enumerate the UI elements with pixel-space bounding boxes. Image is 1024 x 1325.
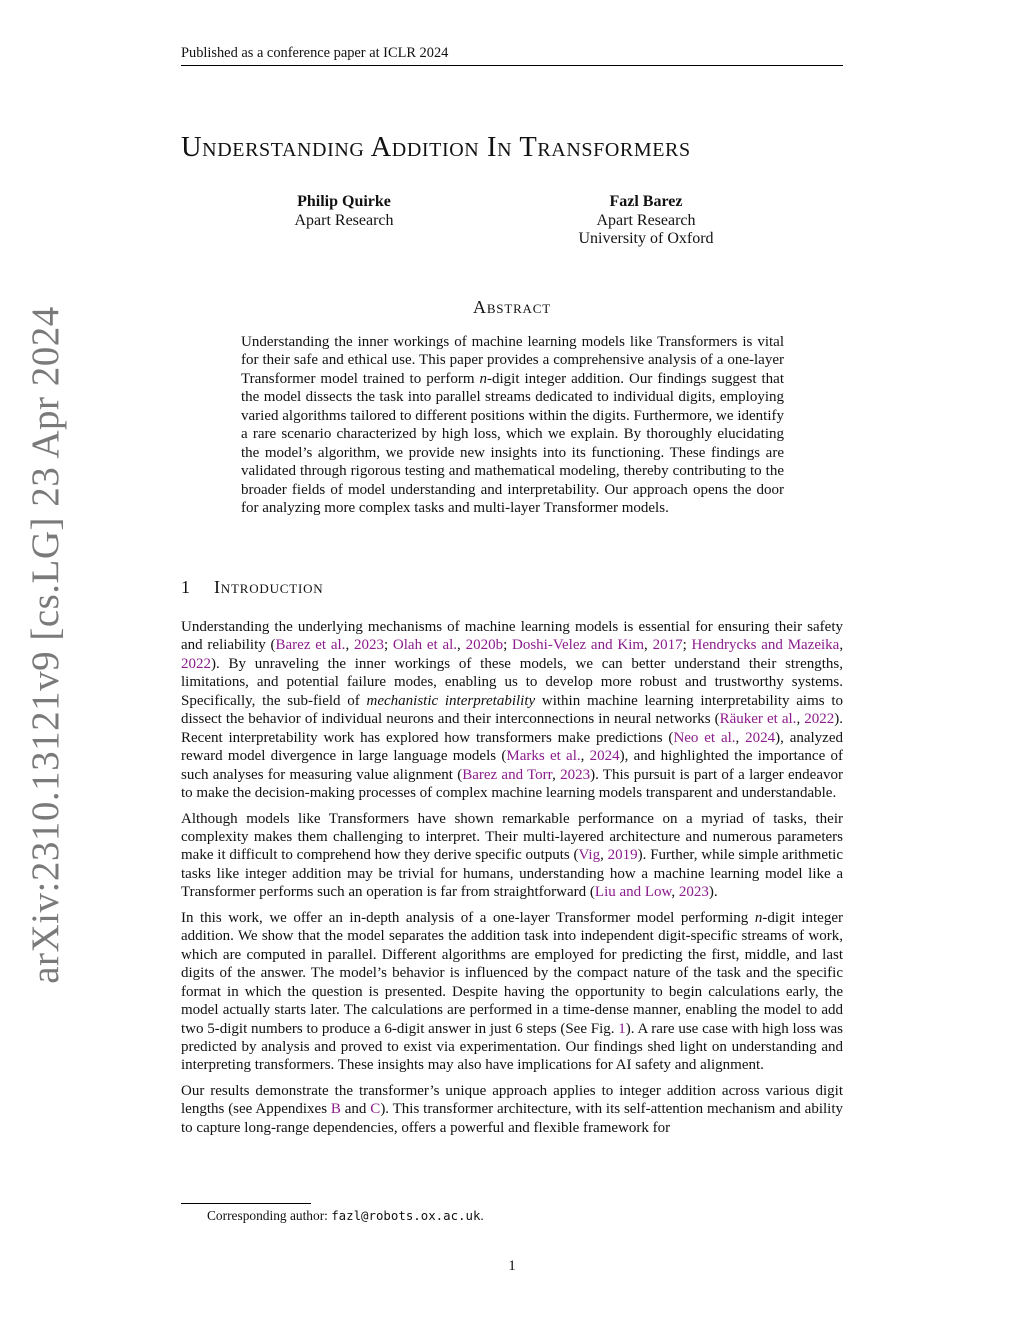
paragraph-2: Although models like Transformers have shown remarkable performance on a myriad of tasks, their complexity makes them challenging to interpret. Their multi-layered architecture and numerous parameters make it difficult to comprehend how they derive specific outputs (Vig, 2019). Further, while simple arithmetic tasks like integer addition may be trivial for humans, understanding how a machine learning model like a Transformer performs such an operation is far from straightforward (Liu and Low, 2023). bbox=[181, 810, 843, 901]
citation-year-link[interactable]: 2020b bbox=[465, 637, 504, 654]
citation-link[interactable]: Neo et al. bbox=[673, 729, 736, 746]
introduction-body bbox=[181, 618, 843, 1144]
section-title: Introduction bbox=[214, 577, 324, 597]
author-affiliation: Apart Research bbox=[596, 211, 696, 229]
footnote: Corresponding author: fazl@robots.ox.ac.uk. bbox=[207, 1208, 484, 1223]
citation-year-link[interactable]: 2022 bbox=[181, 655, 211, 672]
author-name: Fazl Barez bbox=[609, 193, 683, 210]
emphasis-text: mechanistic interpretability bbox=[366, 692, 536, 709]
citation-year-link[interactable]: 2019 bbox=[607, 847, 638, 864]
abstract-text: Understanding the inner workings of machine learning models like Transformers is vital for their safe and ethical use. This paper provides a comprehensive analysis of a one-layer Transformer model trained to perform n-digit integer addition. Our findings suggest that the model dissects the task into parallel streams dedicated to individual digits, employing varied algorithms tailored to different positions within the digits. Furthermore, we identify a rare scenario characterized by high loss, which we explain. By thoroughly elucidating the model’s algorithm, we provide new insights into its functioning. These findings are validated through rigorous testing and mathematical modeling, thereby contributing to the broader fields of model understanding and interpretability. Our approach opens the door for analyzing more complex tasks and multi-layer Transformer models. bbox=[241, 334, 784, 517]
abstract-heading: Abstract bbox=[473, 297, 551, 317]
citation-year-link[interactable]: 2023 bbox=[678, 884, 709, 901]
author-affiliation: Apart Research bbox=[294, 211, 394, 229]
citation-link[interactable]: Liu and Low bbox=[594, 884, 672, 901]
citation-year-link[interactable]: 2022 bbox=[804, 711, 835, 728]
paper-title: Understanding Addition In Transformers bbox=[181, 132, 691, 163]
math-n: n bbox=[479, 370, 488, 387]
citation-link[interactable]: Olah et al. bbox=[392, 637, 458, 654]
citation-link[interactable]: Doshi-Velez and Kim bbox=[512, 637, 645, 654]
citation-year-link[interactable]: 2024 bbox=[589, 748, 620, 765]
footnote-rule bbox=[181, 1203, 311, 1204]
paragraph-1: Understanding the underlying mechanisms of machine learning models is essential for ensuring their safety and reliability (Barez et al., 2023; Olah et al., 2020b; Doshi-Velez and Kim, 2017; Hendrycks and Mazeika, 2022). By unraveling the inner workings of these models, we can better understand their strengths, limitations, and potential failure modes, enabling us to develop more robust and trustworthy systems. Specifically, the sub-field of mechanistic interpretability within machine learning interpretability aims to dissect the behavior of individual neurons and their interconnections in neural networks (Räuker et al., 2022). Recent interpretability work has explored how transformers make predictions (Neo et al., 2024), analyzed reward model divergence in large language models (Marks et al., 2024), and highlighted the importance of such analyses for measuring value alignment (Barez and Torr, 2023). This pursuit is part of a larger endeavor to make the decision-making processes of complex machine learning models transparent and understandable. bbox=[181, 619, 844, 802]
running-header: Published as a conference paper at ICLR 2024 bbox=[181, 45, 449, 61]
citation-year-link[interactable]: 2023 bbox=[353, 637, 384, 654]
section-number: 1 bbox=[181, 577, 190, 597]
citation-link[interactable]: Hendrycks and Mazeika bbox=[691, 637, 840, 654]
citation-year-link[interactable]: 2024 bbox=[745, 729, 776, 746]
page-number: 1 bbox=[508, 1258, 516, 1274]
citation-link[interactable]: Barez and Torr bbox=[462, 766, 553, 783]
author-block-2 bbox=[546, 193, 746, 249]
author-affiliation-2: University of Oxford bbox=[578, 230, 714, 247]
paragraph-4: Our results demonstrate the transformer’s unique approach applies to integer addition across various digit lengths (see Appendixes B and C). This transformer architecture, with its self-attention mechanism and ability to capture long-range dependencies, offers a powerful and flexible framework for bbox=[181, 1082, 843, 1136]
arxiv-stamp-text: arXiv:2310.13121v9 [cs.LG] 23 Apr 2024 bbox=[24, 306, 67, 984]
citation-link[interactable]: Marks et al. bbox=[506, 748, 581, 765]
paragraph-3: In this work, we offer an in-depth analysis of a one-layer Transformer model performing n-digit integer addition. We show that the model separates the addition task into independent digit-specific streams of work, which are computed in parallel. Different algorithms are employed for predicting the first, middle, and last digits of the answer. The model’s behavior is influenced by the compact nature of the task and the specific format in which the question is presented. Despite having the opportunity to begin calculations early, the model actually starts later. The calculations are performed in a time-dense manner, enabling the model to add two 5-digit numbers to produce a 6-digit answer in just 6 steps (See Fig. 1). A rare use case with high loss was predicted by analysis and proved to exist via experimentation. Our findings shed light on understanding and interpreting transformers. These insights may also have implications for AI safety and alignment. bbox=[181, 909, 843, 1074]
appendix-ref-link[interactable]: C bbox=[370, 1101, 381, 1118]
citation-year-link[interactable]: 2017 bbox=[652, 637, 683, 654]
math-n: n bbox=[754, 909, 763, 926]
citation-link[interactable]: Barez et al. bbox=[275, 637, 346, 654]
author-block-1 bbox=[244, 193, 444, 230]
author-email: fazl@robots.ox.ac.uk bbox=[331, 1208, 481, 1223]
figure-ref-link[interactable]: 1 bbox=[618, 1020, 626, 1037]
citation-link[interactable]: Vig bbox=[578, 847, 601, 864]
section-heading-introduction bbox=[181, 576, 843, 598]
citation-year-link[interactable]: 2023 bbox=[560, 766, 591, 783]
author-name: Philip Quirke bbox=[297, 193, 391, 210]
appendix-ref-link[interactable]: B bbox=[330, 1101, 341, 1118]
citation-link[interactable]: Räuker et al. bbox=[719, 711, 797, 728]
header-rule bbox=[181, 65, 843, 66]
